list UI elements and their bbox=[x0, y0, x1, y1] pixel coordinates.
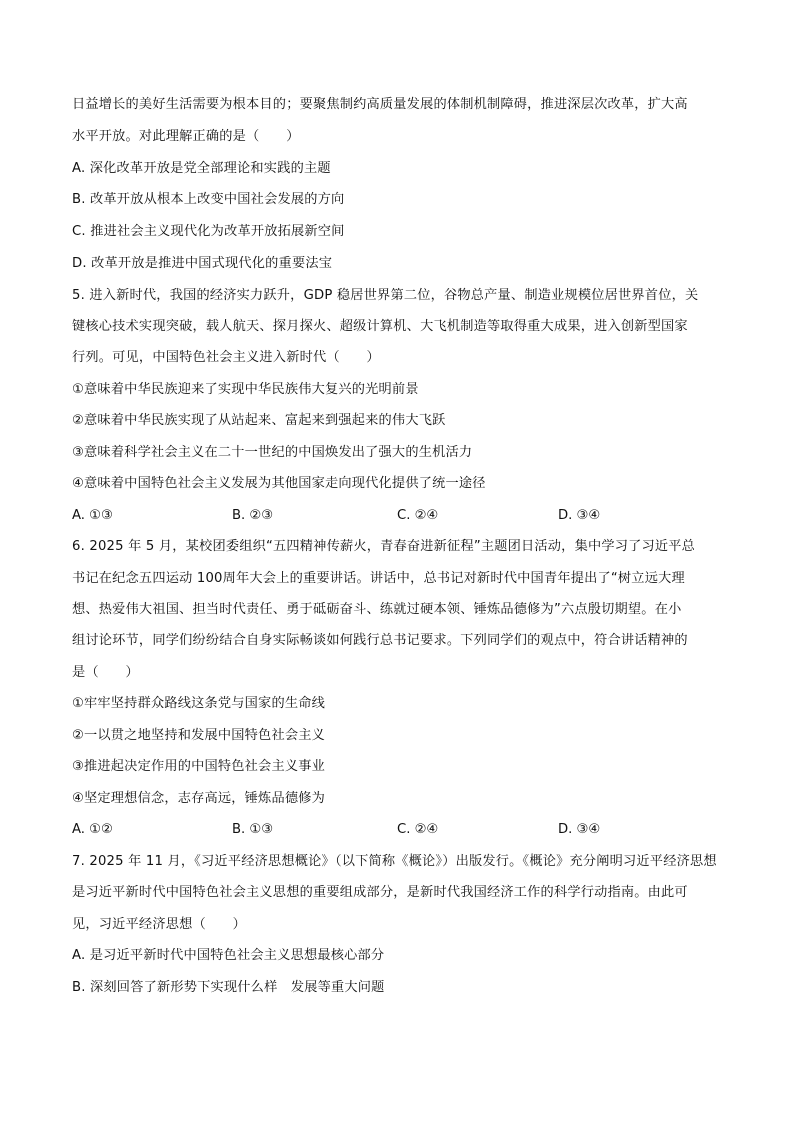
q5-item-4: ④意味着中国特色社会主义发展为其他国家走向现代化提供了统一途径 bbox=[72, 476, 486, 491]
q6-choice-d: D. ③④ bbox=[558, 822, 601, 837]
q4-option-b: B. 改革开放从根本上改变中国社会发展的方向 bbox=[72, 192, 345, 207]
q7-stem-line-3: 见，习近平经济思想（ ） bbox=[72, 917, 247, 932]
q7-stem-line-2: 是习近平新时代中国特色社会主义思想的重要组成部分，是新时代我国经济工作的科学行动指南。由此可 bbox=[72, 885, 688, 900]
q5-item-2: ②意味着中华民族实现了从站起来、富起来到强起来的伟大飞跃 bbox=[72, 413, 446, 428]
q6-choice-b: B. ①③ bbox=[232, 822, 274, 837]
q6-item-2: ②一以贯之地坚持和发展中国特色社会主义 bbox=[72, 728, 325, 743]
q7-option-a: A. 是习近平新时代中国特色社会主义思想最核心部分 bbox=[72, 948, 385, 963]
q5-choice-a: A. ①③ bbox=[72, 508, 113, 523]
q6-stem-line-5: 是（ ） bbox=[72, 665, 139, 680]
q6-stem-line-1: 6. 2025 年 5 月，某校团委组织“五四精神传薪火，青春奋进新征程”主题团日活动，集中学习了习近平总 bbox=[72, 539, 696, 554]
q6-stem-line-3: 想、热爱伟大祖国、担当时代责任、勇于砥砺奋斗、练就过硬本领、锤炼品德修为”六点殷切期望。在小 bbox=[72, 602, 682, 617]
q7-option-b: B. 深刻回答了新形势下实现什么样 发展等重大问题 bbox=[72, 980, 385, 995]
q4-option-c: C. 推进社会主义现代化为改革开放拓展新空间 bbox=[72, 224, 345, 239]
q6-choice-a: A. ①② bbox=[72, 822, 113, 837]
q6-stem-line-2: 书记在纪念五四运动 100周年大会上的重要讲话。讲话中，总书记对新时代中国青年提出了“树立远大理 bbox=[72, 571, 685, 586]
q5-stem-line-2: 键核心技术实现突破，载人航天、探月探火、超级计算机、大飞机制造等取得重大成果，进入创新型国家 bbox=[72, 319, 688, 334]
q5-item-1: ①意味着中华民族迎来了实现中华民族伟大复兴的光明前景 bbox=[72, 382, 419, 397]
q7-stem-line-1: 7. 2025 年 11 月，《习近平经济思想概论》（以下简称《概论》）出版发行。《概论》充分阐明习近平经济思想 bbox=[72, 854, 717, 869]
q5-choice-b: B. ②③ bbox=[232, 508, 274, 523]
q4-stem-line-1: 日益增长的美好生活需要为根本目的；要聚焦制约高质量发展的体制机制障碍，推进深层次改革，扩大高 bbox=[72, 97, 688, 112]
q6-stem-line-4: 组讨论环节，同学们纷纷结合自身实际畅谈如何践行总书记要求。下列同学们的观点中，符合讲话精神的 bbox=[72, 633, 688, 648]
q6-item-4: ④坚定理想信念，志存高远，锤炼品德修为 bbox=[72, 791, 325, 806]
q6-choice-c: C. ②④ bbox=[397, 822, 439, 837]
q6-item-3: ③推进起决定作用的中国特色社会主义事业 bbox=[72, 759, 325, 774]
q4-stem-line-2: 水平开放。对此理解正确的是（ ） bbox=[72, 129, 300, 144]
q4-option-d: D. 改革开放是推进中国式现代化的重要法宝 bbox=[72, 256, 333, 271]
q5-choice-d: D. ③④ bbox=[558, 508, 601, 523]
q6-item-1: ①牢牢坚持群众路线这条党与国家的生命线 bbox=[72, 696, 325, 711]
q5-stem-line-3: 行列。可见，中国特色社会主义进入新时代（ ） bbox=[72, 350, 380, 365]
q5-item-3: ③意味着科学社会主义在二十一世纪的中国焕发出了强大的生机活力 bbox=[72, 445, 473, 460]
q5-choice-c: C. ②④ bbox=[397, 508, 439, 523]
q4-option-a: A. 深化改革开放是党全部理论和实践的主题 bbox=[72, 161, 331, 176]
q5-stem-line-1: 5. 进入新时代，我国的经济实力跃升，GDP 稳居世界第二位，谷物总产量、制造业规模位居世界首位，关 bbox=[72, 288, 699, 303]
